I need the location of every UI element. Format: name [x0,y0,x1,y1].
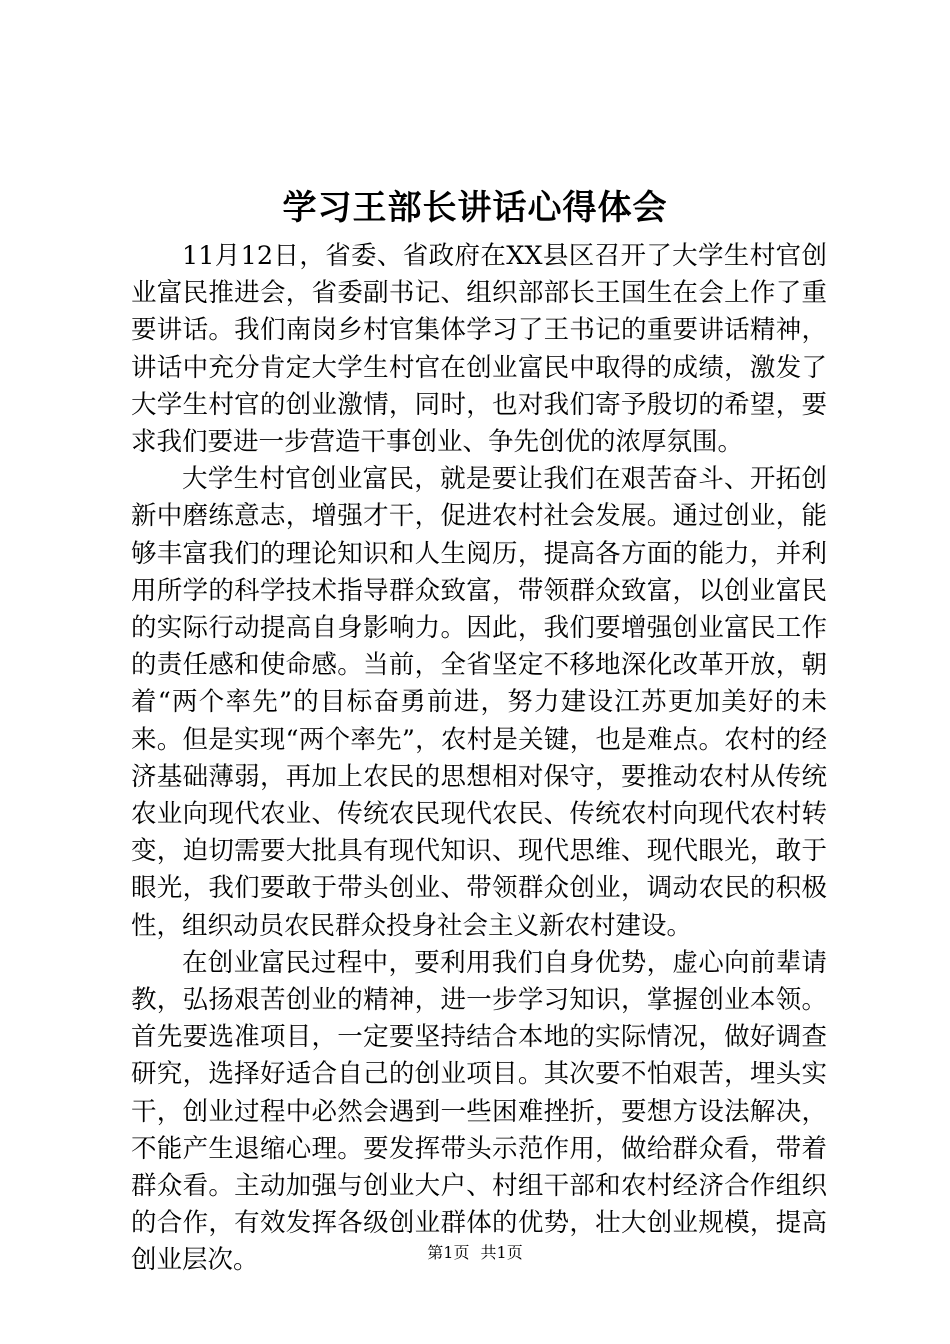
document-title: 学习王部长讲话心得体会 [282,188,668,228]
page-total: 共1页 [480,1243,523,1262]
page-footer [0,1241,950,1265]
page-number: 第1页 [427,1243,470,1262]
document-body [131,238,827,1280]
paragraph-3: 在创业富民过程中，要利用我们自身优势，虚心向前辈请教，弘扬艰苦创业的精神，进一步学习知识，掌握创业本领。首先要选准项目，一定要坚持结合本地的实际情况，做好调查研究，选择好适合自己的创业项目。其次要不怕艰苦，埋头实干，创业过程中必然会遇到一些困难挫折，要想方设法解决，不能产生退缩心理。要发挥带头示范作用，做给群众看，带着群众看。主动加强与创业大户、村组干部和农村经济合作组织的合作，有效发挥各级创业群体的优势，壮大创业规模，提高创业层次。 [131,947,827,1276]
paragraph-1: 11月12日，省委、省政府在XX县区召开了大学生村官创业富民推进会，省委副书记、组织部部长王国生在会上作了重要讲话。我们南岗乡村官集体学习了王书记的重要讲话精神，讲话中充分肯定大学生村官在创业富民中取得的成绩，激发了大学生村官的创业激情，同时，也对我们寄予殷切的希望，要求我们要进一步营造干事创业、争先创优的浓厚氛围。 [131,241,827,458]
paragraph-2: 大学生村官创业富民，就是要让我们在艰苦奋斗、开拓创新中磨练意志，增强才干，促进农村社会发展。通过创业，能够丰富我们的理论知识和人生阅历，提高各方面的能力，并利用所学的科学技术指导群众致富，带领群众致富，以创业富民的实际行动提高自身影响力。因此，我们要增强创业富民工作的责任感和使命感。当前，全省坚定不移地深化改革开放，朝着“两个率先”的目标奋勇前进，努力建设江苏更加美好的未来。但是实现“两个率先”，农村是关键，也是难点。农村的经济基础薄弱，再加上农民的思想相对保守，要推动农村从传统农业向现代农业、传统农民现代农民、传统农村向现代农村转变，迫切需要大批具有现代知识、现代思维、现代眼光，敢于眼光，我们要敢于带头创业、带领群众创业，调动农民的积极性，组织动员农民群众投身社会主义新农村建设。 [131,464,827,941]
